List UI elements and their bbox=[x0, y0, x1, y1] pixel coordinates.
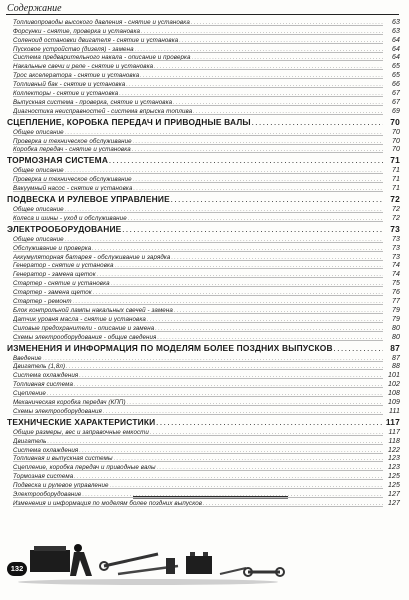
toc-entry-title: Подвеска и рулевое управление bbox=[13, 482, 109, 490]
toc-entry-title: Соленоид остановки двигателя - снятие и установка bbox=[13, 36, 179, 44]
toc-entry-title: Пусковое устройство (дизеля) - замена bbox=[13, 45, 134, 53]
mechanic-tools-icon bbox=[8, 536, 298, 596]
toc-entry-title: Топливный бак - снятие и установка bbox=[13, 81, 126, 89]
page-number: 132 bbox=[7, 562, 27, 576]
toc-entry bbox=[7, 88, 400, 97]
toc-entry bbox=[7, 234, 400, 243]
toc-entry-title: Накальные свечи и реле - снятие и установка bbox=[13, 63, 154, 71]
toc-entry bbox=[7, 332, 400, 341]
toc-page-number: 127 bbox=[388, 490, 400, 498]
toc-entry bbox=[7, 165, 400, 174]
toc-entry bbox=[7, 174, 400, 183]
toc-page-number: 87 bbox=[390, 342, 400, 353]
toc-entry bbox=[7, 204, 400, 213]
toc-section-heading bbox=[7, 342, 400, 353]
toc-page-number: 101 bbox=[388, 372, 400, 380]
toc-entry bbox=[7, 314, 400, 323]
footer-divider-thin bbox=[133, 498, 288, 499]
toc-page-number: 72 bbox=[390, 194, 400, 205]
toc-page-number: 117 bbox=[388, 428, 400, 436]
toc-entry-title: Схемы электрооборудования - общие сведения bbox=[13, 333, 157, 341]
toc-page-number: 73 bbox=[392, 235, 400, 243]
toc-section-heading bbox=[7, 223, 400, 234]
header-divider bbox=[6, 14, 399, 15]
toc-page-number: 123 bbox=[388, 464, 400, 472]
toc-section-heading bbox=[7, 116, 400, 127]
toc-entry-title: Форсунки - снятие, проверка и установка bbox=[13, 27, 141, 35]
toc-entry-title: Топливная и выпускная системы bbox=[13, 455, 113, 463]
toc-entry-title: Коллекторы - снятие и установка bbox=[13, 90, 119, 98]
toc-entry bbox=[7, 44, 400, 53]
toc-page-number: 80 bbox=[392, 333, 400, 341]
toc-page-number: 75 bbox=[392, 280, 400, 288]
toc-page-number: 108 bbox=[388, 390, 400, 398]
toc-page-number: 79 bbox=[392, 306, 400, 314]
toc-entry bbox=[7, 136, 400, 145]
toc-page-number: 66 bbox=[392, 81, 400, 89]
toc-section-heading bbox=[7, 154, 400, 165]
dot-leader bbox=[132, 147, 383, 153]
toc-page-number: 74 bbox=[392, 262, 400, 270]
toc-entry-title: Сцепление bbox=[13, 390, 46, 398]
toc-entry-title: Система охлаждения bbox=[13, 446, 79, 454]
toc-entry-title: Стартер - снятие и установка bbox=[13, 280, 110, 288]
dot-leader bbox=[128, 216, 383, 222]
toc-page-number: 125 bbox=[388, 473, 400, 481]
toc-entry bbox=[7, 436, 400, 445]
toc-entry-title: Колеса и шины - уход и обслуживание bbox=[13, 214, 127, 222]
toc-entry-title: Обслуживание и проверка bbox=[13, 244, 92, 252]
toc-entry-title: Генератор - замена щеток bbox=[13, 271, 96, 279]
toc-entry bbox=[7, 480, 400, 489]
toc-page-number: 64 bbox=[392, 45, 400, 53]
toc-page-number: 117 bbox=[385, 416, 400, 427]
toc-entry bbox=[7, 471, 400, 480]
toc-entry bbox=[7, 296, 400, 305]
toc-entry bbox=[7, 61, 400, 70]
dot-leader bbox=[193, 109, 383, 115]
toc-page-number: 73 bbox=[392, 253, 400, 261]
toc-page-number: 87 bbox=[392, 354, 400, 362]
toc-entry bbox=[7, 323, 400, 332]
toc-entry-title: Изменения и информация по моделям более поздних выпусков bbox=[13, 499, 203, 507]
toc-entry bbox=[7, 445, 400, 454]
toc-entry-title: Электрооборудование bbox=[13, 490, 82, 498]
toc-entry bbox=[7, 145, 400, 154]
toc-entry-title: Коробка передач - снятие и установка bbox=[13, 146, 131, 154]
dot-leader bbox=[133, 186, 383, 192]
toc-entry-title: Система предварительного накала - описание и проверка bbox=[13, 54, 191, 62]
toc-page-number: 122 bbox=[388, 446, 400, 454]
toc-entry-title: Общие размеры, вес и заправочные емкости bbox=[13, 428, 149, 436]
toc-entry bbox=[7, 97, 400, 106]
toc-page-number: 123 bbox=[388, 455, 400, 463]
toc-entry bbox=[7, 243, 400, 252]
toc-entry-title: Диагностика неисправностей - система впрыска топлива bbox=[13, 107, 193, 115]
toc-entry-title: Силовые предохранители - описание и замена bbox=[13, 324, 155, 332]
toc-entry-title: Датчик уровня масла - снятие и установка bbox=[13, 315, 146, 323]
toc-entry-title: Общее описание bbox=[13, 235, 64, 243]
toc-entry-title: Проверка и техническое обслуживание bbox=[13, 137, 132, 145]
toc-page-number: 70 bbox=[392, 146, 400, 154]
toc-entry-title: Генератор - снятие и установка bbox=[13, 262, 114, 270]
toc-entry bbox=[7, 397, 400, 406]
toc-page-number: 69 bbox=[392, 107, 400, 115]
toc-entry bbox=[7, 53, 400, 62]
toc-entry bbox=[7, 379, 400, 388]
toc-page-number: 73 bbox=[390, 223, 400, 234]
table-of-contents bbox=[7, 17, 400, 507]
toc-entry-title: Выпускная система - проверка, снятие и установка bbox=[13, 98, 173, 106]
toc-page-number: 72 bbox=[392, 214, 400, 222]
toc-page-number: 64 bbox=[392, 36, 400, 44]
toc-entry-title: Сцепление, коробка передач и приводные валы bbox=[13, 464, 156, 472]
page-header-title: Содержание bbox=[7, 3, 62, 14]
toc-page-number: 71 bbox=[390, 155, 400, 166]
toc-page-number: 76 bbox=[392, 289, 400, 297]
toc-entry bbox=[7, 70, 400, 79]
toc-entry-title: Проверка и техническое обслуживание bbox=[13, 176, 132, 184]
toc-page-number: 65 bbox=[392, 63, 400, 71]
toc-page-number: 71 bbox=[392, 185, 400, 193]
toc-page-number: 70 bbox=[390, 116, 400, 127]
toc-entry bbox=[7, 370, 400, 379]
toc-entry-title: Стартер - ремонт bbox=[13, 298, 72, 306]
toc-page-number: 71 bbox=[392, 176, 400, 184]
toc-page-number: 65 bbox=[392, 72, 400, 80]
toc-entry-title: Двигатель bbox=[13, 437, 47, 445]
toc-entry-title: ИЗМЕНЕНИЯ И ИНФОРМАЦИЯ ПО МОДЕЛЯМ БОЛЕЕ ПОЗДНИХ ВЫПУСКОВ bbox=[7, 342, 333, 353]
toc-entry bbox=[7, 261, 400, 270]
toc-entry bbox=[7, 79, 400, 88]
toc-page-number: 111 bbox=[389, 407, 400, 415]
toc-entry bbox=[7, 305, 400, 314]
toc-entry-title: Аккумуляторная батарея - обслуживание и зарядка bbox=[13, 253, 171, 261]
toc-entry bbox=[7, 454, 400, 463]
dot-leader bbox=[203, 501, 383, 507]
toc-page-number: 67 bbox=[392, 98, 400, 106]
toc-entry bbox=[7, 269, 400, 278]
toc-entry bbox=[7, 26, 400, 35]
toc-entry bbox=[7, 462, 400, 471]
toc-entry bbox=[7, 17, 400, 26]
toc-page-number: 70 bbox=[392, 128, 400, 136]
toc-page-number: 64 bbox=[392, 54, 400, 62]
toc-page-number: 72 bbox=[392, 206, 400, 214]
toc-entry bbox=[7, 362, 400, 371]
toc-entry bbox=[7, 35, 400, 44]
toc-entry bbox=[7, 252, 400, 261]
toc-page-number: 109 bbox=[388, 398, 400, 406]
toc-entry-title: Топливная система bbox=[13, 381, 73, 389]
toc-page-number: 63 bbox=[392, 27, 400, 35]
toc-entry-title: Стартер - замена щеток bbox=[13, 289, 92, 297]
toc-entry-title: Двигатель (1,8л) bbox=[13, 363, 66, 371]
toc-entry-title: Механическая коробка передач (КПП) bbox=[13, 398, 126, 406]
toc-entry bbox=[7, 183, 400, 192]
toc-entry bbox=[7, 427, 400, 436]
toc-page-number: 73 bbox=[392, 244, 400, 252]
toc-entry-title: ЭЛЕКТРООБОРУДОВАНИЕ bbox=[7, 223, 122, 234]
toc-page-number: 79 bbox=[392, 315, 400, 323]
toc-entry-title: Блок контрольной лампы накальных свечей - замена bbox=[13, 306, 173, 314]
toc-entry-title: СЦЕПЛЕНИЕ, КОРОБКА ПЕРЕДАЧ И ПРИВОДНЫЕ ВАЛЫ bbox=[7, 116, 251, 127]
toc-entry-title: Вакуумный насос - снятие и установка bbox=[13, 185, 133, 193]
toc-page-number: 127 bbox=[388, 499, 400, 507]
toc-entry-title: Трос акселератора - снятие и установка bbox=[13, 72, 140, 80]
toc-page-number: 80 bbox=[392, 324, 400, 332]
toc-page-number: 125 bbox=[388, 482, 400, 490]
toc-entry-title: Топливопроводы высокого давления - снятие и установка bbox=[13, 18, 190, 26]
toc-entry bbox=[7, 127, 400, 136]
toc-entry bbox=[7, 406, 400, 415]
toc-page-number: 67 bbox=[392, 90, 400, 98]
toc-entry-title: Общее описание bbox=[13, 206, 64, 214]
toc-entry bbox=[7, 278, 400, 287]
toc-entry bbox=[7, 353, 400, 362]
toc-page-number: 71 bbox=[392, 167, 400, 175]
toc-entry-title: Тормозная система bbox=[13, 473, 74, 481]
toc-entry-title: Схемы электрооборудования bbox=[13, 407, 102, 415]
toc-entry bbox=[7, 106, 400, 115]
toc-page-number: 70 bbox=[392, 137, 400, 145]
toc-entry bbox=[7, 388, 400, 397]
toc-entry bbox=[7, 213, 400, 222]
toc-entry-title: ТЕХНИЧЕСКИЕ ХАРАКТЕРИСТИКИ bbox=[7, 416, 156, 427]
toc-entry bbox=[7, 498, 400, 507]
toc-section-heading bbox=[7, 416, 400, 427]
toc-entry-title: Общее описание bbox=[13, 167, 64, 175]
toc-page-number: 74 bbox=[392, 271, 400, 279]
toc-entry bbox=[7, 287, 400, 296]
toc-entry-title: ПОДВЕСКА И РУЛЕВОЕ УПРАВЛЕНИЕ bbox=[7, 194, 170, 205]
toc-section-heading bbox=[7, 193, 400, 204]
toc-page-number: 63 bbox=[392, 18, 400, 26]
toc-page-number: 102 bbox=[388, 381, 400, 389]
toc-page-number: 88 bbox=[392, 363, 400, 371]
toc-entry-title: Общее описание bbox=[13, 128, 64, 136]
dot-leader bbox=[157, 335, 383, 341]
toc-entry-title: Введение bbox=[13, 354, 42, 362]
toc-entry-title: Система охлаждения bbox=[13, 372, 79, 380]
toc-entry-title: ТОРМОЗНАЯ СИСТЕМА bbox=[7, 155, 109, 166]
toc-page-number: 118 bbox=[388, 437, 400, 445]
footer-divider bbox=[133, 496, 288, 497]
dot-leader bbox=[103, 409, 383, 415]
toc-page-number: 77 bbox=[392, 298, 400, 306]
